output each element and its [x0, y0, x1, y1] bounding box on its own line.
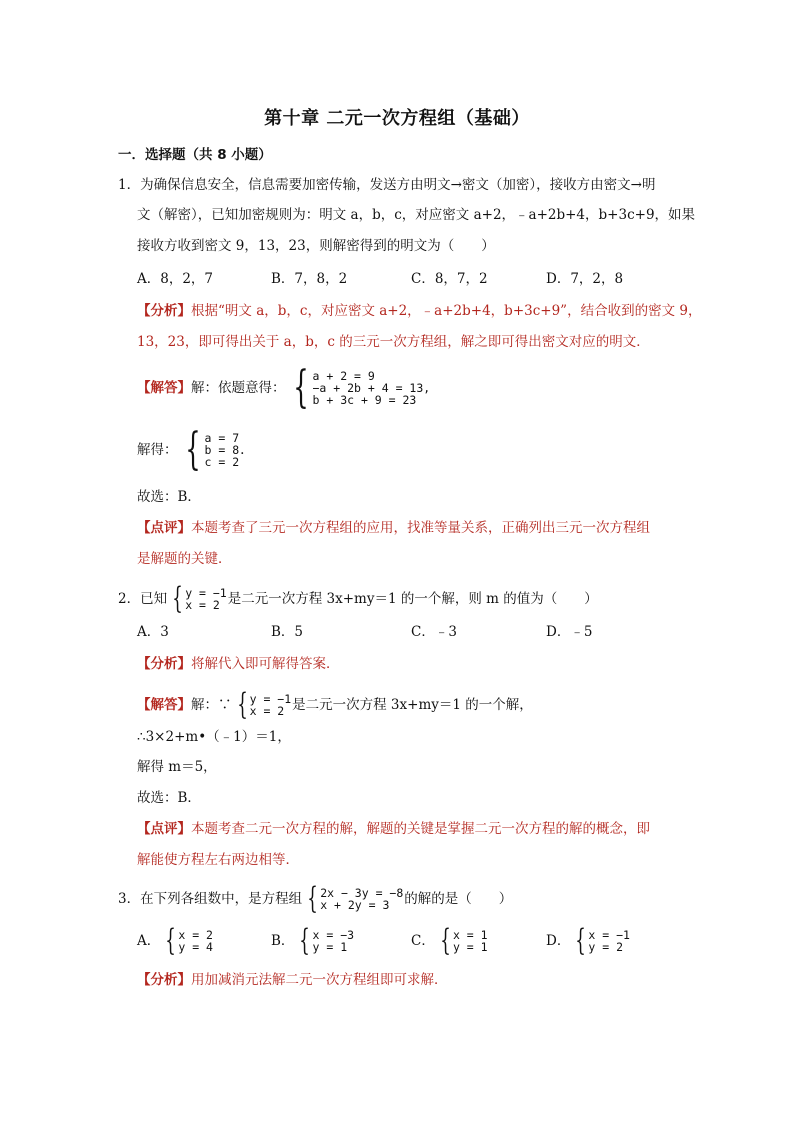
q1-option-d[interactable]: D．7，2，8	[546, 271, 624, 287]
q2-comment	[137, 819, 650, 839]
q1-option-c[interactable]: C．8，7，2	[411, 271, 488, 287]
page-title: 第十章 二元一次方程组（基础）	[264, 108, 530, 129]
q2-eq-1: y = −1	[185, 586, 227, 600]
brace-icon: {	[165, 923, 177, 958]
q1-line1: 1．为确保信息安全，信息需要加密传输，发送方由明文→密文（加密），接收方由密文→明	[118, 177, 656, 193]
q2-answer-eq-1: y = −1	[249, 692, 292, 706]
brace-icon: {	[307, 881, 318, 916]
q1-option-a[interactable]: A．8，2，7	[137, 271, 214, 287]
q2-answer-system	[233, 687, 292, 722]
answer-tag: 【解答】	[137, 380, 191, 396]
q1-comment-line2: 是解题的关键．	[137, 551, 232, 567]
analysis-tag: 【分析】	[137, 972, 191, 988]
comment-tag: 【点评】	[137, 520, 191, 536]
q1-answer-text: 解：依题意得：	[191, 380, 286, 396]
q2-eq-2: x = 2	[185, 598, 220, 612]
q3-stem	[118, 881, 513, 916]
q1-sol-a: a = 7	[204, 431, 240, 445]
q1-eq-1: a + 2 = 9	[312, 369, 375, 383]
q3-option-a[interactable]	[137, 923, 214, 958]
q1-analysis-line2: 13，23，即可得出关于 a，b，c 的三元一次方程组，解之即可得出密文对应的明文．	[137, 334, 650, 350]
q1-analysis-text1: 根据“明文 a，b，c，对应密文 a+2，﹣a+2b+4，b+3c+9”，结合收到的密文 9，	[191, 303, 702, 319]
analysis-tag: 【分析】	[137, 303, 191, 319]
q1-solution-system	[179, 424, 240, 475]
q1-comment	[137, 518, 650, 538]
q3-eq-2: x + 2y = 3	[320, 898, 390, 912]
q1-choice: 故选：B．	[137, 489, 201, 505]
q3-option-b[interactable]	[271, 923, 355, 958]
q2-choice: 故选：B．	[137, 790, 201, 806]
q2-option-a[interactable]: A．3	[137, 624, 169, 640]
q3-system	[303, 881, 404, 916]
q1-analysis	[137, 301, 701, 321]
q2-step1: ∴3×2+m•（﹣1）＝1，	[137, 729, 291, 745]
q3-option-d[interactable]	[546, 923, 631, 958]
q3-prefix: 3．在下列各组数中，是方程组	[118, 891, 303, 907]
q3-b-x: x = −3	[312, 928, 355, 942]
q3-c-y: y = 1	[452, 940, 488, 954]
q2-stem	[118, 581, 598, 616]
brace-icon: {	[236, 687, 248, 722]
q2-answer-eq-2: x = 2	[249, 704, 285, 718]
q3-eq-1: 2x − 3y = −8	[320, 886, 404, 900]
q3-analysis	[137, 970, 448, 990]
q2-answer	[137, 687, 533, 722]
q1-eq-3: b + 3c + 9 = 23	[312, 393, 417, 407]
q3-d-y: y = 2	[588, 940, 624, 954]
q2-answer-suffix: 是二元一次方程 3x+my＝1 的一个解，	[292, 697, 533, 713]
q3-option-b-label: B．	[271, 933, 295, 949]
q1-answer	[137, 362, 431, 413]
q3-a-y: y = 4	[178, 940, 213, 954]
q3-d-x: x = −1	[588, 928, 630, 942]
q2-comment-line2: 解能使方程左右两边相等．	[137, 852, 299, 868]
q2-answer-prefix: 解：∵	[191, 697, 232, 713]
q1-line2: 文（解密），已知加密规则为：明文 a，b，c，对应密文 a+2，﹣a+2b+4，b+3c+9，如果	[137, 207, 696, 223]
q3-suffix: 的解的是（ ）	[404, 891, 513, 907]
q1-comment-text1: 本题考查了三元一次方程组的应用，找准等量关系，正确列出三元一次方程组	[191, 520, 650, 536]
q1-line3: 接收方收到密文 9，13，23，则解密得到的明文为（ ）	[137, 238, 495, 254]
q2-analysis	[137, 654, 340, 674]
q3-option-a-label: A．	[137, 933, 161, 949]
q1-eq-2: −a + 2b + 4 = 13,	[312, 381, 431, 395]
q3-c-x: x = 1	[452, 928, 488, 942]
q2-prefix: 2．已知	[118, 591, 168, 607]
q2-option-b[interactable]: B．5	[271, 624, 304, 640]
brace-icon: {	[184, 424, 201, 475]
q1-sol-b: b = 8	[204, 443, 240, 457]
q3-option-d-label: D．	[546, 933, 571, 949]
section-heading: 一．选择题（共 8 小题）	[118, 147, 272, 163]
answer-tag: 【解答】	[137, 697, 191, 713]
q2-analysis-text: 将解代入即可解得答案．	[191, 656, 340, 672]
q1-solve-label: 解得：	[137, 442, 178, 458]
q3-b-y: y = 1	[312, 940, 348, 954]
q1-option-b[interactable]: B．7，8，2	[271, 271, 348, 287]
brace-icon: {	[440, 923, 451, 958]
q3-option-c[interactable]	[411, 923, 489, 958]
q1-solution-end: .	[240, 442, 245, 458]
q3-option-c-label: C．	[411, 933, 435, 949]
brace-icon: {	[575, 923, 587, 958]
q2-option-c[interactable]: C．﹣3	[411, 624, 457, 640]
brace-icon: {	[292, 362, 309, 413]
q2-option-d[interactable]: D．﹣5	[546, 624, 593, 640]
q3-a-x: x = 2	[178, 928, 213, 942]
q3-analysis-text: 用加减消元法解二元一次方程组即可求解．	[191, 972, 448, 988]
analysis-tag: 【分析】	[137, 656, 191, 672]
q1-sol-c: c = 2	[204, 455, 240, 469]
comment-tag: 【点评】	[137, 821, 191, 837]
q1-solution	[137, 424, 245, 475]
q2-suffix: 是二元一次方程 3x+my＝1 的一个解，则 m 的值为（ ）	[227, 591, 598, 607]
q2-step2: 解得 m＝5，	[137, 759, 217, 775]
brace-icon: {	[299, 923, 311, 958]
q2-system	[168, 581, 227, 616]
q1-equation-system	[287, 362, 431, 413]
brace-icon: {	[172, 581, 183, 616]
q2-comment-text1: 本题考查二元一次方程的解，解题的关键是掌握二元一次方程的解的概念，即	[191, 821, 650, 837]
